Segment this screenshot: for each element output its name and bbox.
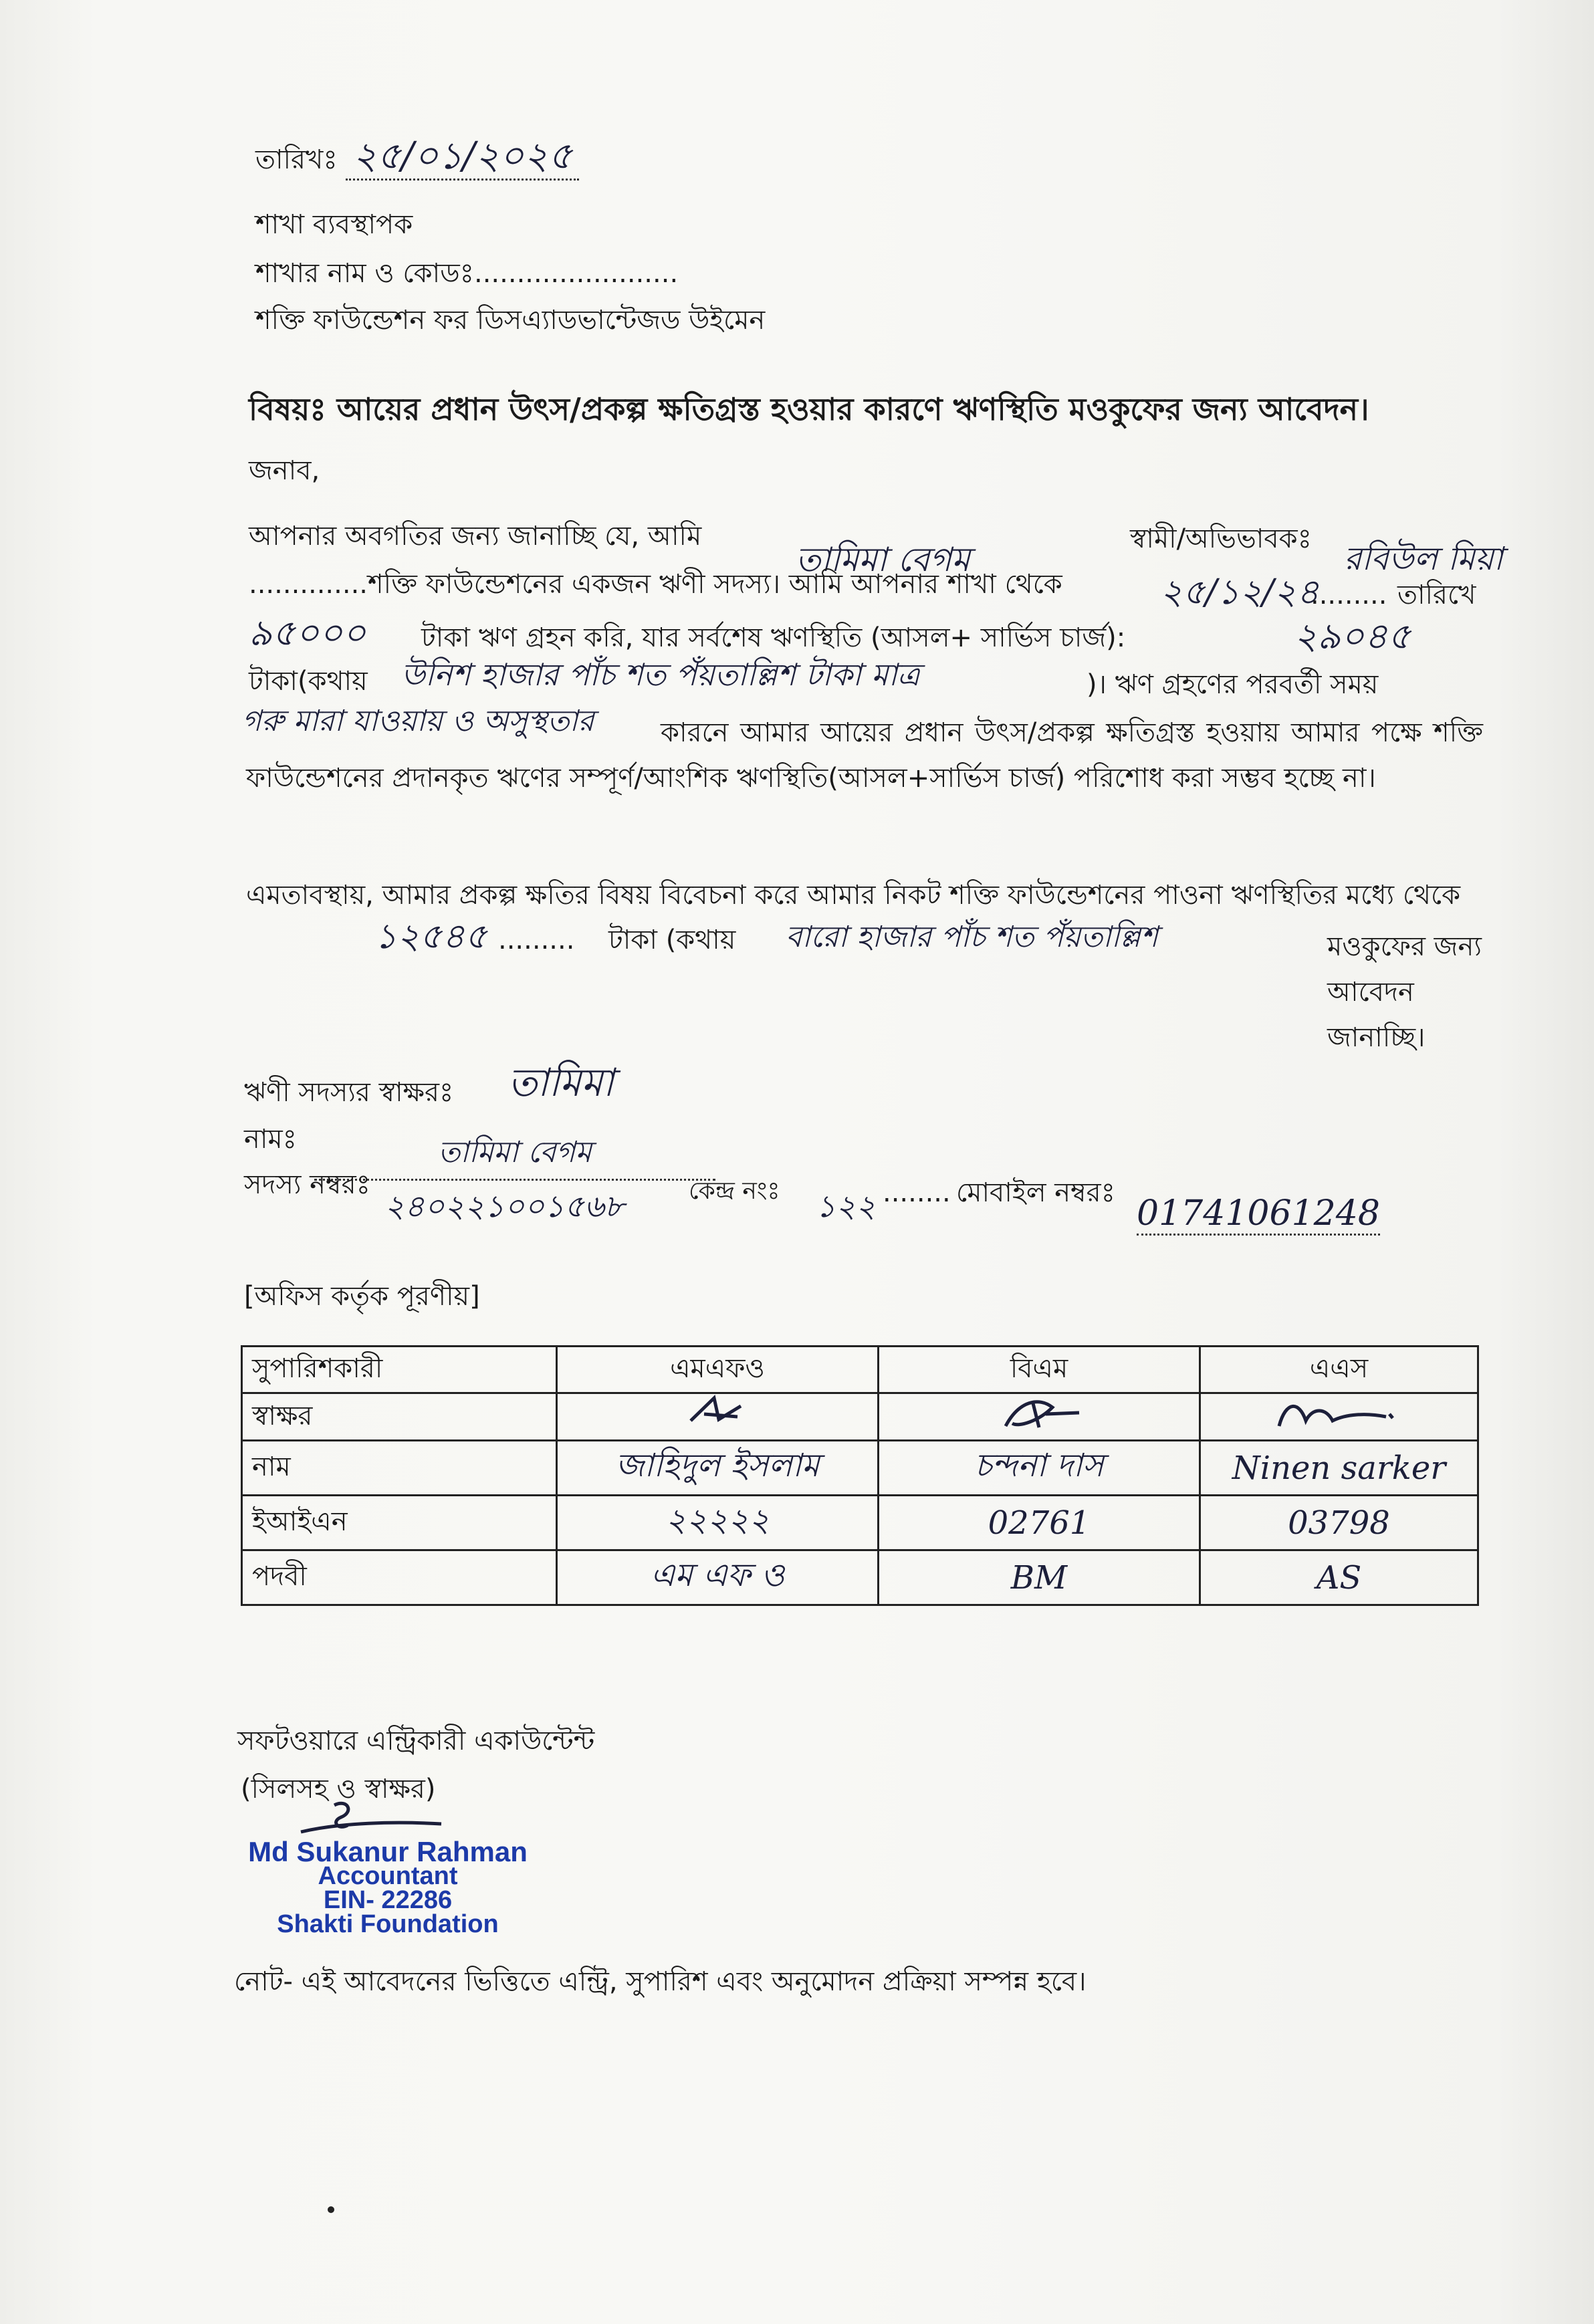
p1-balance-text: টাকা ঋণ গ্রহন করি, যার সর্বশেষ ঋণস্থিতি (আসল+ সার্ভিস চার্জ): — [421, 622, 1126, 653]
date-row — [255, 134, 579, 181]
ein-as: 03798 — [1200, 1496, 1478, 1550]
mobile-handwritten: 01741061248 — [1137, 1193, 1380, 1236]
p2-closing: মওকুফের জন্য আবেদন জানাচ্ছি। — [1327, 931, 1482, 1053]
branch-row — [255, 257, 678, 289]
branch-label: শাখার নাম ও কোডঃ — [255, 258, 474, 289]
subject-text: আয়ের প্রধান উৎস/প্রকল্প ক্ষতিগ্রস্ত হওয়ার কারণে ঋণস্থিতি মওকুফের জন্য আবেদন। — [336, 391, 1369, 427]
applicant-name-field: তামিমা বেগম — [314, 1130, 715, 1181]
office-row-name — [242, 1441, 1478, 1496]
branch-dots: ........................ — [474, 258, 679, 289]
note: নোট- এই আবেদনের ভিত্তিতে এন্ট্রি, সুপারিশ এবং অনুমোদন প্রক্রিয়া সম্পন্ন হবে। — [234, 1966, 1087, 1997]
office-row-signature — [242, 1393, 1478, 1441]
office-heading: [অফিস কর্তৃক পূরণীয়] — [244, 1281, 480, 1312]
accountant-line2: (সিলসহ ও স্বাক্ষর) — [241, 1774, 436, 1805]
ink-dot — [328, 2206, 334, 2213]
date-label: তারিখঃ — [255, 144, 338, 175]
p1-line2 — [249, 568, 1062, 600]
center-handwritten: ১২২ — [816, 1188, 876, 1224]
balance-handwritten: ২৯০৪৫ — [1294, 615, 1411, 657]
office-row-ein — [242, 1496, 1478, 1550]
designation-mfo: এম এফ ও — [557, 1550, 879, 1605]
signature-as — [1200, 1393, 1478, 1441]
office-row-designation — [242, 1550, 1478, 1605]
subject-line — [249, 386, 1369, 437]
balance-words-handwritten: উনিশ হাজার পাঁচ শত পঁয়তাল্লিশ টাকা মাত্র — [401, 657, 920, 693]
col-bm: বিএম — [879, 1347, 1200, 1393]
as-signature-mark — [1272, 1394, 1406, 1431]
loan-amount-handwritten: ৯৫০০০ — [249, 612, 366, 654]
signature-bm — [879, 1393, 1200, 1441]
name-bm: চন্দনা দাস — [879, 1441, 1200, 1496]
signature-mfo — [557, 1393, 879, 1441]
date-value: ২৫/০১/২০২৫ — [346, 134, 579, 181]
p1-guardian-label: স্বামী/অভিভাবকঃ — [1130, 524, 1312, 554]
p2-dots: ......... — [498, 925, 575, 955]
p1-dots2: ......... — [1311, 580, 1387, 610]
center-label: কেন্দ্র নংঃ — [689, 1177, 780, 1205]
p1-dots: .............. — [249, 569, 368, 600]
office-table — [241, 1345, 1479, 1606]
name-mfo: জাহিদুল ইসলাম — [557, 1441, 879, 1496]
accountant-line1: সফটওয়ারে এন্ট্রিকারী একাউন্টেন্ট — [237, 1726, 595, 1756]
guardian-name-handwritten: রবিউল মিয়া — [1344, 540, 1503, 578]
salutation: জনাব, — [249, 455, 320, 486]
bm-signature-mark — [992, 1394, 1086, 1431]
mobile-label: মোবাইল নম্বরঃ — [956, 1177, 1115, 1208]
col-as: এএস — [1200, 1347, 1478, 1393]
row-label-signature: স্বাক্ষর — [242, 1393, 557, 1441]
row-label-name: নাম — [242, 1441, 557, 1496]
waiver-words-handwritten: বারো হাজার পাঁচ শত পঁয়তাল্লিশ — [786, 920, 1158, 954]
ein-mfo: ২২২২২ — [557, 1496, 879, 1550]
applicant-name-handwritten: তামিমা বেগম — [796, 540, 970, 579]
stamp-name: Md Sukanur Rahman — [248, 1836, 528, 1867]
p1-after-loan: )। ঋণ গ্রহণের পরবর্তী সময় — [1087, 669, 1379, 700]
row-label-designation: পদবী — [242, 1550, 557, 1605]
subject-label: বিষয়ঃ — [249, 391, 326, 427]
loan-date-handwritten: ২৫/১২/২৪ — [1160, 572, 1319, 612]
p1-words-label: টাকা(কথায় — [249, 666, 368, 697]
reason-handwritten: গরু মারা যাওয়ায় ও অসুস্থতার — [242, 704, 594, 738]
p1-member-text: শক্তি ফাউন্ডেশনের একজন ঋণী সদস্য। আমি আপনার শাখা থেকে — [368, 569, 1062, 600]
name-as: Ninen sarker — [1200, 1441, 1478, 1496]
designation-bm: BM — [879, 1550, 1200, 1605]
ein-bm: 02761 — [879, 1496, 1200, 1550]
p1-reason-text: কারনে আমার আয়ের প্রধান উৎস/প্রকল্প ক্ষতিগ্রস্ত হওয়ায় আমার পক্ষে শক্তি ফাউন্ডেশনের প্রদানকৃত ঋণের সম্পূর্ণ/আংশিক ঋণস্থিতি(আসল+সার্ভিস চার্জ) পরিশোধ করা সম্ভব হচ্ছে না। — [246, 717, 1483, 794]
name-label: নামঃ — [244, 1124, 298, 1155]
stamp-title: Accountant — [318, 1862, 458, 1890]
stamp-org: Shakti Foundation — [277, 1910, 499, 1938]
p2-words-label: টাকা (কথায় — [608, 925, 736, 955]
waiver-amount-handwritten: ১২৫৪৫ — [374, 917, 487, 957]
applicant-signature: তামিমা — [508, 1060, 614, 1105]
mfo-signature-mark — [677, 1394, 758, 1431]
stamp-ein: EIN- 22286 — [323, 1886, 453, 1914]
designation-as: AS — [1200, 1550, 1478, 1605]
name-row — [244, 1123, 297, 1155]
office-header-row — [242, 1347, 1478, 1393]
col-mfo: এমএফও — [557, 1347, 879, 1393]
addressee-title: শাখা ব্যবস্থাপক — [255, 209, 413, 240]
p1-date-suffix: তারিখে — [1397, 580, 1476, 610]
signature-label: ঋণী সদস্যর স্বাক্ষরঃ — [244, 1077, 454, 1108]
col-recommender: সুপারিশকারী — [242, 1347, 557, 1393]
member-no-label: সদস্য নম্বরঃ — [244, 1169, 370, 1200]
p1-line1-start: আপনার অবগতির জন্য জানাচ্ছি যে, আমি — [249, 521, 702, 552]
organization-name: শক্তি ফাউন্ডেশন ফর ডিসএ্যাডভান্টেজড উইমেন — [255, 305, 766, 336]
row-label-ein: ইআইএন — [242, 1496, 557, 1550]
p2-text: এমতাবস্থায়, আমার প্রকল্প ক্ষতির বিষয় বিবেচনা করে আমার নিকট শক্তি ফাউন্ডেশনের পাওনা ঋণস্থিতির মধ্যে থেকে — [246, 880, 1461, 911]
accountant-stamp — [227, 1836, 548, 1938]
center-dots: ........ — [883, 1177, 951, 1208]
member-no-handwritten: ২৪০২২১০০১৫৬৮ — [384, 1188, 624, 1224]
